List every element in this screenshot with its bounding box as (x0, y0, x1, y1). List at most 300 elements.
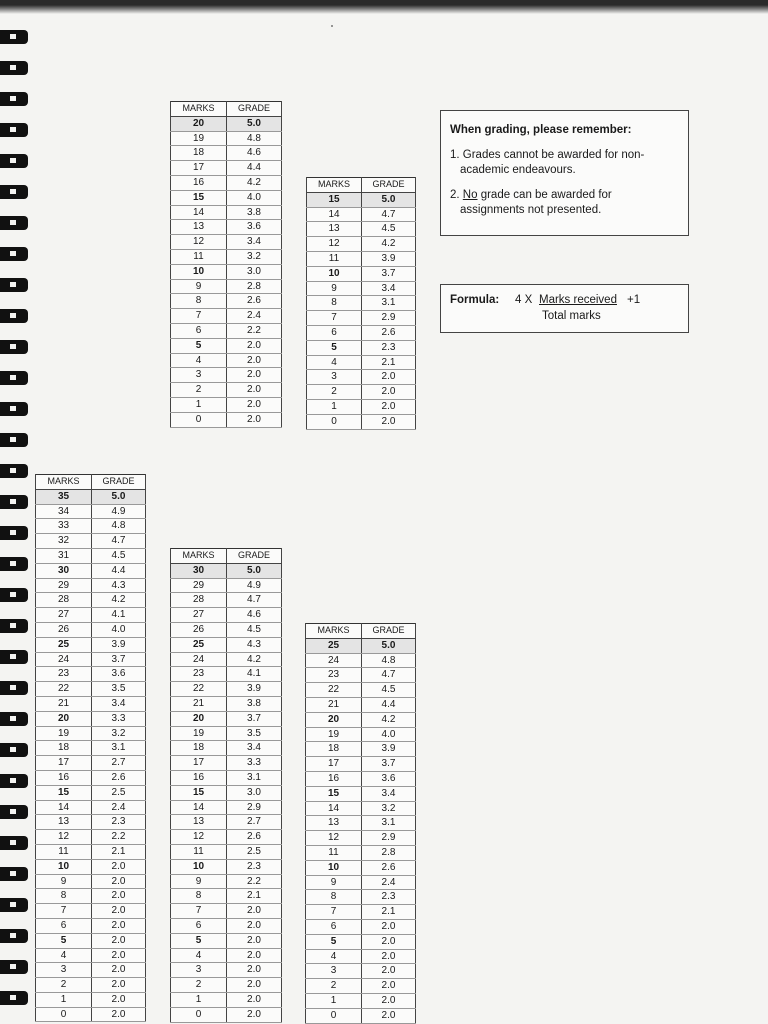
table-row (307, 296, 416, 311)
spiral-coil (0, 743, 28, 757)
grade-cell: 3.2 (92, 726, 146, 741)
grade-table-35 (35, 474, 146, 1022)
table-row (36, 489, 146, 504)
grade-cell: 3.4 (362, 786, 416, 801)
marks-cell: 10 (171, 859, 227, 874)
table-row (171, 844, 282, 859)
marks-cell: 15 (306, 786, 362, 801)
grade-cell: 4.0 (227, 190, 282, 205)
table-row (36, 667, 146, 682)
grade-cell: 2.0 (227, 948, 282, 963)
formula-box (440, 284, 689, 333)
table-row (171, 190, 282, 205)
marks-cell: 6 (171, 323, 227, 338)
marks-cell: 35 (36, 489, 92, 504)
spiral-coil (0, 92, 28, 106)
grade-cell: 2.1 (92, 844, 146, 859)
marks-cell: 17 (306, 757, 362, 772)
marks-cell: 1 (307, 399, 362, 414)
marks-cell: 1 (171, 397, 227, 412)
grade-table-20 (170, 101, 282, 428)
marks-cell: 1 (171, 992, 227, 1007)
spiral-coil (0, 123, 28, 137)
grade-cell: 2.1 (227, 889, 282, 904)
marks-cell: 2 (171, 383, 227, 398)
table-row (36, 859, 146, 874)
table-row (36, 741, 146, 756)
marks-cell: 21 (306, 697, 362, 712)
spiral-coil (0, 650, 28, 664)
marks-cell: 5 (307, 340, 362, 355)
table-row (171, 785, 282, 800)
grading-note-2-line-1: grade can be awarded for (477, 189, 612, 201)
table-row (171, 294, 282, 309)
marks-cell: 0 (306, 1008, 362, 1023)
grade-cell: 2.0 (92, 874, 146, 889)
grade-cell: 4.5 (362, 222, 416, 237)
grade-cell: 3.4 (227, 235, 282, 250)
grade-cell: 5.0 (227, 116, 282, 131)
table-row (36, 830, 146, 845)
grade-cell: 2.0 (227, 1007, 282, 1022)
marks-cell: 7 (307, 311, 362, 326)
marks-cell: 8 (36, 889, 92, 904)
marks-cell: 29 (36, 578, 92, 593)
table-row (36, 534, 146, 549)
grade-cell: 4.7 (362, 207, 416, 222)
table-row (307, 237, 416, 252)
grade-cell: 2.9 (362, 311, 416, 326)
grade-cell: 3.0 (227, 264, 282, 279)
marks-cell: 24 (171, 652, 227, 667)
table-row (36, 578, 146, 593)
marks-cell: 20 (171, 711, 227, 726)
grade-cell: 4.4 (92, 563, 146, 578)
marks-cell: 11 (307, 251, 362, 266)
grade-cell: 3.8 (227, 696, 282, 711)
marks-cell: 25 (306, 638, 362, 653)
marks-cell: 24 (306, 653, 362, 668)
grade-cell: 2.0 (227, 918, 282, 933)
grade-cell: 3.4 (227, 741, 282, 756)
table-row (306, 875, 416, 890)
grade-cell: 4.0 (92, 622, 146, 637)
grade-cell: 2.0 (92, 992, 146, 1007)
table-row (36, 504, 146, 519)
marks-header: MARKS (307, 178, 362, 193)
marks-cell: 28 (36, 593, 92, 608)
marks-header: MARKS (171, 102, 227, 117)
table-row (36, 918, 146, 933)
marks-cell: 2 (306, 979, 362, 994)
grade-cell: 3.7 (362, 757, 416, 772)
grade-cell: 3.3 (227, 756, 282, 771)
table-row (171, 175, 282, 190)
grade-cell: 2.6 (227, 294, 282, 309)
table-row (171, 682, 282, 697)
grade-cell: 2.0 (227, 963, 282, 978)
grade-cell: 2.0 (362, 964, 416, 979)
marks-cell: 8 (171, 294, 227, 309)
grade-cell: 2.0 (92, 933, 146, 948)
marks-cell: 26 (36, 622, 92, 637)
table-row (306, 890, 416, 905)
grade-cell: 2.5 (227, 844, 282, 859)
grade-cell: 4.2 (92, 593, 146, 608)
spiral-coil (0, 154, 28, 168)
table-row (307, 281, 416, 296)
marks-cell: 4 (307, 355, 362, 370)
formula-plus: +1 (627, 294, 641, 306)
grade-cell: 2.0 (362, 385, 416, 400)
marks-cell: 12 (306, 831, 362, 846)
grade-cell: 5.0 (227, 563, 282, 578)
table-row (307, 192, 416, 207)
marks-cell: 16 (171, 175, 227, 190)
marks-cell: 25 (36, 637, 92, 652)
table-row (171, 1007, 282, 1022)
grade-cell: 2.0 (227, 383, 282, 398)
spiral-coil (0, 619, 28, 633)
marks-cell: 7 (171, 904, 227, 919)
table-row (171, 116, 282, 131)
table-row (171, 815, 282, 830)
grade-cell: 3.1 (362, 296, 416, 311)
table-row (36, 963, 146, 978)
marks-cell: 26 (171, 622, 227, 637)
marks-cell: 15 (307, 192, 362, 207)
marks-cell: 1 (306, 993, 362, 1008)
grade-cell: 3.6 (92, 667, 146, 682)
marks-header: MARKS (171, 549, 227, 564)
grade-header: GRADE (227, 102, 282, 117)
table-row (36, 682, 146, 697)
table-row (36, 652, 146, 667)
marks-cell: 14 (307, 207, 362, 222)
spiral-coil (0, 340, 28, 354)
marks-cell: 13 (307, 222, 362, 237)
table-row (36, 756, 146, 771)
grade-cell: 2.0 (92, 1007, 146, 1022)
marks-cell: 14 (36, 800, 92, 815)
table-row (306, 638, 416, 653)
marks-cell: 27 (36, 608, 92, 623)
grade-cell: 4.5 (227, 622, 282, 637)
spiral-coil (0, 464, 28, 478)
marks-cell: 9 (171, 279, 227, 294)
grade-cell: 2.0 (227, 368, 282, 383)
table-row (306, 683, 416, 698)
marks-cell: 0 (307, 414, 362, 429)
grade-cell: 3.2 (362, 801, 416, 816)
formula-denominator: Total marks (542, 310, 601, 322)
marks-cell: 5 (36, 933, 92, 948)
grade-cell: 2.3 (362, 890, 416, 905)
marks-cell: 19 (306, 727, 362, 742)
table-row (307, 414, 416, 429)
marks-cell: 11 (171, 844, 227, 859)
grade-cell: 3.9 (362, 251, 416, 266)
grade-cell: 3.2 (227, 249, 282, 264)
table-row (306, 860, 416, 875)
marks-cell: 16 (171, 770, 227, 785)
marks-cell: 17 (171, 756, 227, 771)
table-row (171, 309, 282, 324)
grade-cell: 5.0 (362, 638, 416, 653)
table-row (171, 904, 282, 919)
marks-cell: 12 (171, 235, 227, 250)
marks-cell: 5 (171, 338, 227, 353)
grading-notes-title: When grading, please remember: (450, 124, 632, 136)
table-row (306, 742, 416, 757)
grade-cell: 2.0 (227, 412, 282, 427)
table-row (171, 800, 282, 815)
spiral-coil (0, 681, 28, 695)
marks-cell: 10 (306, 860, 362, 875)
marks-cell: 16 (306, 771, 362, 786)
marks-cell: 18 (36, 741, 92, 756)
marks-cell: 10 (36, 859, 92, 874)
table-row (171, 338, 282, 353)
marks-cell: 13 (306, 816, 362, 831)
grade-cell: 4.7 (92, 534, 146, 549)
grade-cell: 4.1 (92, 608, 146, 623)
table-row (306, 845, 416, 860)
marks-cell: 29 (171, 578, 227, 593)
grade-cell: 4.7 (362, 668, 416, 683)
grade-cell: 2.0 (362, 934, 416, 949)
table-row (36, 519, 146, 534)
grade-cell: 4.5 (92, 548, 146, 563)
marks-cell: 13 (171, 220, 227, 235)
table-row (171, 830, 282, 845)
marks-cell: 30 (36, 563, 92, 578)
table-row (171, 220, 282, 235)
table-row (171, 726, 282, 741)
table-row (306, 964, 416, 979)
grade-cell: 4.6 (227, 608, 282, 623)
grade-cell: 2.8 (227, 279, 282, 294)
marks-cell: 18 (306, 742, 362, 757)
grade-cell: 2.3 (227, 859, 282, 874)
table-row (171, 563, 282, 578)
marks-cell: 6 (307, 325, 362, 340)
marks-cell: 12 (307, 237, 362, 252)
grade-cell: 4.1 (227, 667, 282, 682)
grade-cell: 2.0 (227, 397, 282, 412)
marks-cell: 21 (36, 696, 92, 711)
marks-cell: 6 (36, 918, 92, 933)
table-row (171, 874, 282, 889)
marks-cell: 14 (171, 205, 227, 220)
grade-cell: 2.0 (92, 859, 146, 874)
table-row (171, 741, 282, 756)
table-row (171, 889, 282, 904)
table-row (171, 667, 282, 682)
table-row (307, 325, 416, 340)
table-row (171, 770, 282, 785)
marks-cell: 3 (306, 964, 362, 979)
table-row (171, 205, 282, 220)
grade-cell: 2.3 (362, 340, 416, 355)
grade-cell: 2.0 (362, 979, 416, 994)
table-row (36, 593, 146, 608)
marks-cell: 20 (36, 711, 92, 726)
grading-note-1-line-1: 1. Grades cannot be awarded for non- (450, 149, 645, 161)
table-row (306, 905, 416, 920)
table-row (36, 726, 146, 741)
spiral-coil (0, 30, 28, 44)
grade-cell: 2.9 (362, 831, 416, 846)
grade-cell: 3.6 (227, 220, 282, 235)
marks-cell: 5 (306, 934, 362, 949)
table-row (307, 370, 416, 385)
grade-cell: 2.6 (362, 325, 416, 340)
spiral-coil (0, 278, 28, 292)
grade-cell: 2.1 (362, 355, 416, 370)
grade-cell: 3.4 (92, 696, 146, 711)
grade-cell: 3.9 (227, 682, 282, 697)
grade-cell: 5.0 (362, 192, 416, 207)
marks-cell: 19 (36, 726, 92, 741)
marks-cell: 14 (171, 800, 227, 815)
table-row (306, 993, 416, 1008)
grading-note-1 (450, 148, 680, 178)
marks-cell: 12 (171, 830, 227, 845)
table-row (171, 323, 282, 338)
grading-note-1-line-2: academic endeavours. (460, 164, 576, 176)
grade-cell: 4.3 (92, 578, 146, 593)
marks-cell: 22 (306, 683, 362, 698)
grade-cell: 3.5 (227, 726, 282, 741)
table-row (307, 311, 416, 326)
table-row (306, 757, 416, 772)
marks-cell: 16 (36, 770, 92, 785)
formula-multiplier: 4 X (515, 294, 533, 306)
table-row (306, 668, 416, 683)
grade-cell: 3.9 (92, 637, 146, 652)
grading-note-2-emphasis: No (462, 189, 478, 201)
marks-cell: 34 (36, 504, 92, 519)
grade-cell: 2.6 (362, 860, 416, 875)
table-row (36, 711, 146, 726)
grade-cell: 2.4 (227, 309, 282, 324)
grade-header: GRADE (92, 475, 146, 490)
marks-cell: 12 (36, 830, 92, 845)
grade-cell: 2.0 (227, 992, 282, 1007)
grade-cell: 2.7 (92, 756, 146, 771)
grade-cell: 4.9 (92, 504, 146, 519)
marks-cell: 31 (36, 548, 92, 563)
marks-cell: 17 (171, 161, 227, 176)
table-row (171, 412, 282, 427)
grade-cell: 2.4 (362, 875, 416, 890)
table-row (171, 963, 282, 978)
marks-cell: 1 (36, 992, 92, 1007)
marks-cell: 9 (36, 874, 92, 889)
table-row (306, 653, 416, 668)
spiral-binding (0, 22, 34, 1024)
table-row (306, 712, 416, 727)
spiral-coil (0, 557, 28, 571)
table-row (171, 279, 282, 294)
grade-cell: 4.4 (227, 161, 282, 176)
spiral-coil (0, 433, 28, 447)
table-row (306, 919, 416, 934)
marks-header: MARKS (306, 624, 362, 639)
grade-cell: 4.2 (362, 237, 416, 252)
table-row (36, 622, 146, 637)
marks-cell: 21 (171, 696, 227, 711)
marks-cell: 22 (171, 682, 227, 697)
marks-cell: 8 (307, 296, 362, 311)
table-row (36, 696, 146, 711)
table-row (171, 131, 282, 146)
table-row (171, 368, 282, 383)
marks-cell: 2 (171, 978, 227, 993)
grade-cell: 4.8 (92, 519, 146, 534)
spiral-coil (0, 309, 28, 323)
marks-cell: 13 (171, 815, 227, 830)
marks-cell: 8 (306, 890, 362, 905)
table-row (36, 563, 146, 578)
table-row (171, 918, 282, 933)
table-row (307, 266, 416, 281)
grade-cell: 3.5 (92, 682, 146, 697)
marks-cell: 4 (306, 949, 362, 964)
spiral-coil (0, 836, 28, 850)
marks-cell: 3 (36, 963, 92, 978)
table-row (307, 251, 416, 266)
table-row (306, 771, 416, 786)
grade-table-25 (305, 623, 416, 1024)
grade-header: GRADE (227, 549, 282, 564)
marks-cell: 32 (36, 534, 92, 549)
table-row (36, 992, 146, 1007)
marks-cell: 4 (36, 948, 92, 963)
grade-cell: 2.5 (92, 785, 146, 800)
table-row (171, 978, 282, 993)
grade-cell: 2.0 (92, 948, 146, 963)
grade-cell: 3.1 (362, 816, 416, 831)
spiral-coil (0, 960, 28, 974)
grade-cell: 2.2 (227, 874, 282, 889)
table-row (306, 816, 416, 831)
marks-cell: 23 (171, 667, 227, 682)
grade-cell: 2.0 (92, 904, 146, 919)
table-row (306, 831, 416, 846)
marks-cell: 19 (171, 131, 227, 146)
grade-cell: 2.0 (227, 353, 282, 368)
grade-cell: 3.0 (227, 785, 282, 800)
table-row (171, 756, 282, 771)
table-row (36, 1007, 146, 1022)
grading-note-2-line-2: assignments not presented. (460, 204, 602, 216)
table-row (171, 696, 282, 711)
grade-cell: 3.7 (227, 711, 282, 726)
marks-cell: 0 (36, 1007, 92, 1022)
table-row (306, 1008, 416, 1023)
table-row (307, 222, 416, 237)
table-row (171, 608, 282, 623)
spiral-coil (0, 712, 28, 726)
table-row (306, 934, 416, 949)
table-row (306, 697, 416, 712)
grade-cell: 4.2 (362, 712, 416, 727)
table-row (36, 548, 146, 563)
marks-cell: 2 (36, 978, 92, 993)
table-row (171, 637, 282, 652)
